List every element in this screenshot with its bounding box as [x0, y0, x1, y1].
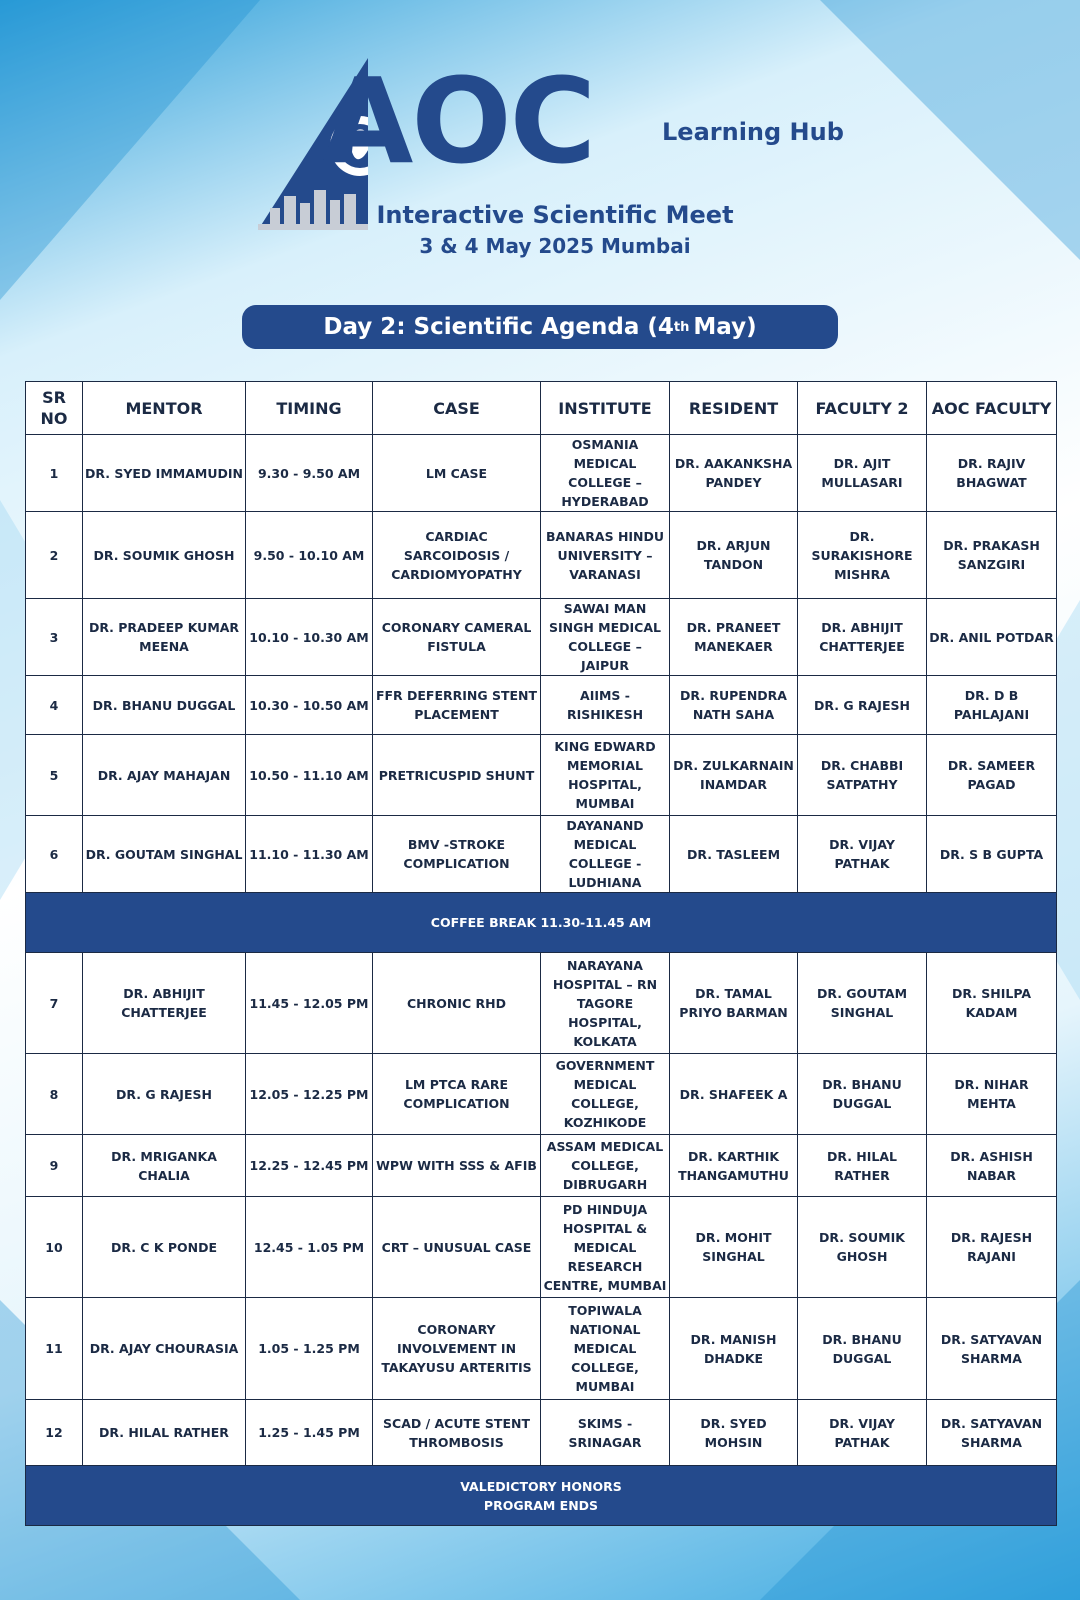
cell-faculty-2: DR. HILAL RATHER [798, 1135, 927, 1197]
header-mentor: MENTOR [83, 382, 246, 435]
cell-resident: DR. KARTHIK THANGAMUTHU [670, 1135, 798, 1197]
cell-aoc-faculty: DR. SATYAVAN SHARMA [927, 1298, 1057, 1400]
cell-institute: SKIMS - SRINAGAR [541, 1400, 670, 1466]
cell-institute: BANARAS HINDU UNIVERSITY – VARANASI [541, 512, 670, 599]
cell-resident: DR. TASLEEM [670, 816, 798, 893]
cell-timing: 11.10 - 11.30 AM [246, 816, 373, 893]
program-end-row [26, 1466, 1057, 1526]
cell-faculty-2: DR. BHANU DUGGAL [798, 1054, 927, 1135]
cell-faculty-2: DR. SURAKISHORE MISHRA [798, 512, 927, 599]
cell-sr-no: 11 [26, 1298, 83, 1400]
cell-faculty-2: DR. ABHIJIT CHATTERJEE [798, 599, 927, 676]
cell-case: SCAD / ACUTE STENT THROMBOSIS [373, 1400, 541, 1466]
cell-case: WPW WITH SSS & AFIB [373, 1135, 541, 1197]
cell-institute: AIIMS - RISHIKESH [541, 676, 670, 735]
cell-timing: 1.05 - 1.25 PM [246, 1298, 373, 1400]
table-row [26, 676, 1057, 735]
header-resident: RESIDENT [670, 382, 798, 435]
cell-aoc-faculty: DR. PRAKASH SANZGIRI [927, 512, 1057, 599]
cell-institute: PD HINDUJA HOSPITAL & MEDICAL RESEARCH CENTRE, MUMBAI [541, 1197, 670, 1298]
cell-faculty-2: DR. BHANU DUGGAL [798, 1298, 927, 1400]
table-row [26, 1197, 1057, 1298]
cell-mentor: DR. SYED IMMAMUDIN [83, 435, 246, 512]
cell-faculty-2: DR. SOUMIK GHOSH [798, 1197, 927, 1298]
cell-aoc-faculty: DR. SHILPA KADAM [927, 953, 1057, 1054]
banner-suffix: May) [693, 314, 757, 340]
cell-aoc-faculty: DR. SAMEER PAGAD [927, 735, 1057, 816]
cell-resident: DR. SHAFEEK A [670, 1054, 798, 1135]
cell-aoc-faculty: DR. ASHISH NABAR [927, 1135, 1057, 1197]
cell-faculty-2: DR. G RAJESH [798, 676, 927, 735]
cell-sr-no: 3 [26, 599, 83, 676]
aoc-logo-text: AOC [322, 52, 595, 190]
cell-timing: 11.45 - 12.05 PM [246, 953, 373, 1054]
cell-timing: 10.50 - 11.10 AM [246, 735, 373, 816]
table-row [26, 1135, 1057, 1197]
cell-timing: 1.25 - 1.45 PM [246, 1400, 373, 1466]
program-end-cell [26, 1466, 1057, 1526]
table-row [26, 953, 1057, 1054]
cell-institute: TOPIWALA NATIONAL MEDICAL COLLEGE, MUMBAI [541, 1298, 670, 1400]
cell-resident: DR. MOHIT SINGHAL [670, 1197, 798, 1298]
table-header-row [26, 382, 1057, 435]
cell-aoc-faculty: DR. RAJIV BHAGWAT [927, 435, 1057, 512]
cell-resident: DR. TAMAL PRIYO BARMAN [670, 953, 798, 1054]
cell-mentor: DR. C K PONDE [83, 1197, 246, 1298]
cell-case: BMV -STROKE COMPLICATION [373, 816, 541, 893]
header-aoc-faculty: AOC FACULTY [927, 382, 1057, 435]
cell-institute: SAWAI MAN SINGH MEDICAL COLLEGE – JAIPUR [541, 599, 670, 676]
cell-sr-no: 6 [26, 816, 83, 893]
table-row [26, 599, 1057, 676]
cell-timing: 10.30 - 10.50 AM [246, 676, 373, 735]
table-row [26, 816, 1057, 893]
header-case: CASE [373, 382, 541, 435]
cell-resident: DR. AAKANKSHA PANDEY [670, 435, 798, 512]
header-institute: INSTITUTE [541, 382, 670, 435]
cell-case: FFR DEFERRING STENT PLACEMENT [373, 676, 541, 735]
cell-case: LM CASE [373, 435, 541, 512]
cell-institute: OSMANIA MEDICAL COLLEGE – HYDERABAD [541, 435, 670, 512]
cell-mentor: DR. ABHIJIT CHATTERJEE [83, 953, 246, 1054]
program-ends-text: PROGRAM ENDS [483, 1497, 599, 1513]
table-row [26, 1054, 1057, 1135]
table-row [26, 735, 1057, 816]
cell-mentor: DR. HILAL RATHER [83, 1400, 246, 1466]
valedictory-text: VALEDICTORY HONORS [460, 1478, 622, 1494]
cell-sr-no: 5 [26, 735, 83, 816]
cell-mentor: DR. GOUTAM SINGHAL [83, 816, 246, 893]
cell-aoc-faculty: DR. ANIL POTDAR [927, 599, 1057, 676]
cell-resident: DR. RUPENDRA NATH SAHA [670, 676, 798, 735]
cell-timing: 9.50 - 10.10 AM [246, 512, 373, 599]
cell-timing: 12.05 - 12.25 PM [246, 1054, 373, 1135]
header-faculty-2: FACULTY 2 [798, 382, 927, 435]
cell-aoc-faculty: DR. SATYAVAN SHARMA [927, 1400, 1057, 1466]
header-sr-no: SR NO [26, 382, 83, 435]
banner-prefix: Day 2: Scientific Agenda (4 [323, 314, 674, 340]
header [0, 0, 1080, 290]
cell-faculty-2: DR. GOUTAM SINGHAL [798, 953, 927, 1054]
coffee-break-row [26, 893, 1057, 953]
cell-faculty-2: DR. CHABBI SATPATHY [798, 735, 927, 816]
cell-resident: DR. SYED MOHSIN [670, 1400, 798, 1466]
meet-title: Interactive Scientific Meet [376, 201, 734, 229]
cell-resident: DR. MANISH DHADKE [670, 1298, 798, 1400]
cell-aoc-faculty: DR. D B PAHLAJANI [927, 676, 1057, 735]
cell-mentor: DR. SOUMIK GHOSH [83, 512, 246, 599]
cell-institute: GOVERNMENT MEDICAL COLLEGE, KOZHIKODE [541, 1054, 670, 1135]
cell-timing: 12.25 - 12.45 PM [246, 1135, 373, 1197]
cell-faculty-2: DR. VIJAY PATHAK [798, 1400, 927, 1466]
day-banner [242, 305, 838, 349]
cell-institute: NARAYANA HOSPITAL – RN TAGORE HOSPITAL, KOLKATA [541, 953, 670, 1054]
cell-institute: ASSAM MEDICAL COLLEGE, DIBRUGARH [541, 1135, 670, 1197]
cell-sr-no: 9 [26, 1135, 83, 1197]
cell-resident: DR. ARJUN TANDON [670, 512, 798, 599]
cell-faculty-2: DR. AJIT MULLASARI [798, 435, 927, 512]
cell-case: LM PTCA RARE COMPLICATION [373, 1054, 541, 1135]
cell-case: CHRONIC RHD [373, 953, 541, 1054]
cell-case: CORONARY INVOLVEMENT IN TAKAYUSU ARTERITIS [373, 1298, 541, 1400]
cell-resident: DR. PRANEET MANEKAER [670, 599, 798, 676]
table-row [26, 435, 1057, 512]
cell-case: CORONARY CAMERAL FISTULA [373, 599, 541, 676]
cell-timing: 9.30 - 9.50 AM [246, 435, 373, 512]
table-row [26, 1298, 1057, 1400]
cell-aoc-faculty: DR. NIHAR MEHTA [927, 1054, 1057, 1135]
cell-institute: DAYANAND MEDICAL COLLEGE - LUDHIANA [541, 816, 670, 893]
table-row [26, 512, 1057, 599]
meet-date: 3 & 4 May 2025 Mumbai [419, 234, 691, 258]
cell-mentor: DR. G RAJESH [83, 1054, 246, 1135]
cell-sr-no: 4 [26, 676, 83, 735]
cell-sr-no: 1 [26, 435, 83, 512]
cell-mentor: DR. AJAY MAHAJAN [83, 735, 246, 816]
cell-timing: 10.10 - 10.30 AM [246, 599, 373, 676]
learning-hub-label: Learning Hub [662, 118, 844, 146]
cell-mentor: DR. PRADEEP KUMAR MEENA [83, 599, 246, 676]
cell-mentor: DR. MRIGANKA CHALIA [83, 1135, 246, 1197]
cell-case: PRETRICUSPID SHUNT [373, 735, 541, 816]
cell-sr-no: 2 [26, 512, 83, 599]
banner-sup: th [673, 319, 690, 335]
cell-sr-no: 12 [26, 1400, 83, 1466]
cell-mentor: DR. AJAY CHOURASIA [83, 1298, 246, 1400]
cell-case: CRT – UNUSUAL CASE [373, 1197, 541, 1298]
cell-aoc-faculty: DR. RAJESH RAJANI [927, 1197, 1057, 1298]
coffee-break-text: COFFEE BREAK 11.30-11.45 AM [26, 893, 1057, 953]
cell-resident: DR. ZULKARNAIN INAMDAR [670, 735, 798, 816]
table-row [26, 1400, 1057, 1466]
cell-aoc-faculty: DR. S B GUPTA [927, 816, 1057, 893]
cell-case: CARDIAC SARCOIDOSIS / CARDIOMYOPATHY [373, 512, 541, 599]
cell-mentor: DR. BHANU DUGGAL [83, 676, 246, 735]
agenda-table [25, 381, 1057, 1526]
cell-timing: 12.45 - 1.05 PM [246, 1197, 373, 1298]
cell-sr-no: 7 [26, 953, 83, 1054]
cell-institute: KING EDWARD MEMORIAL HOSPITAL, MUMBAI [541, 735, 670, 816]
cell-sr-no: 10 [26, 1197, 83, 1298]
cell-sr-no: 8 [26, 1054, 83, 1135]
header-timing: TIMING [246, 382, 373, 435]
cell-faculty-2: DR. VIJAY PATHAK [798, 816, 927, 893]
